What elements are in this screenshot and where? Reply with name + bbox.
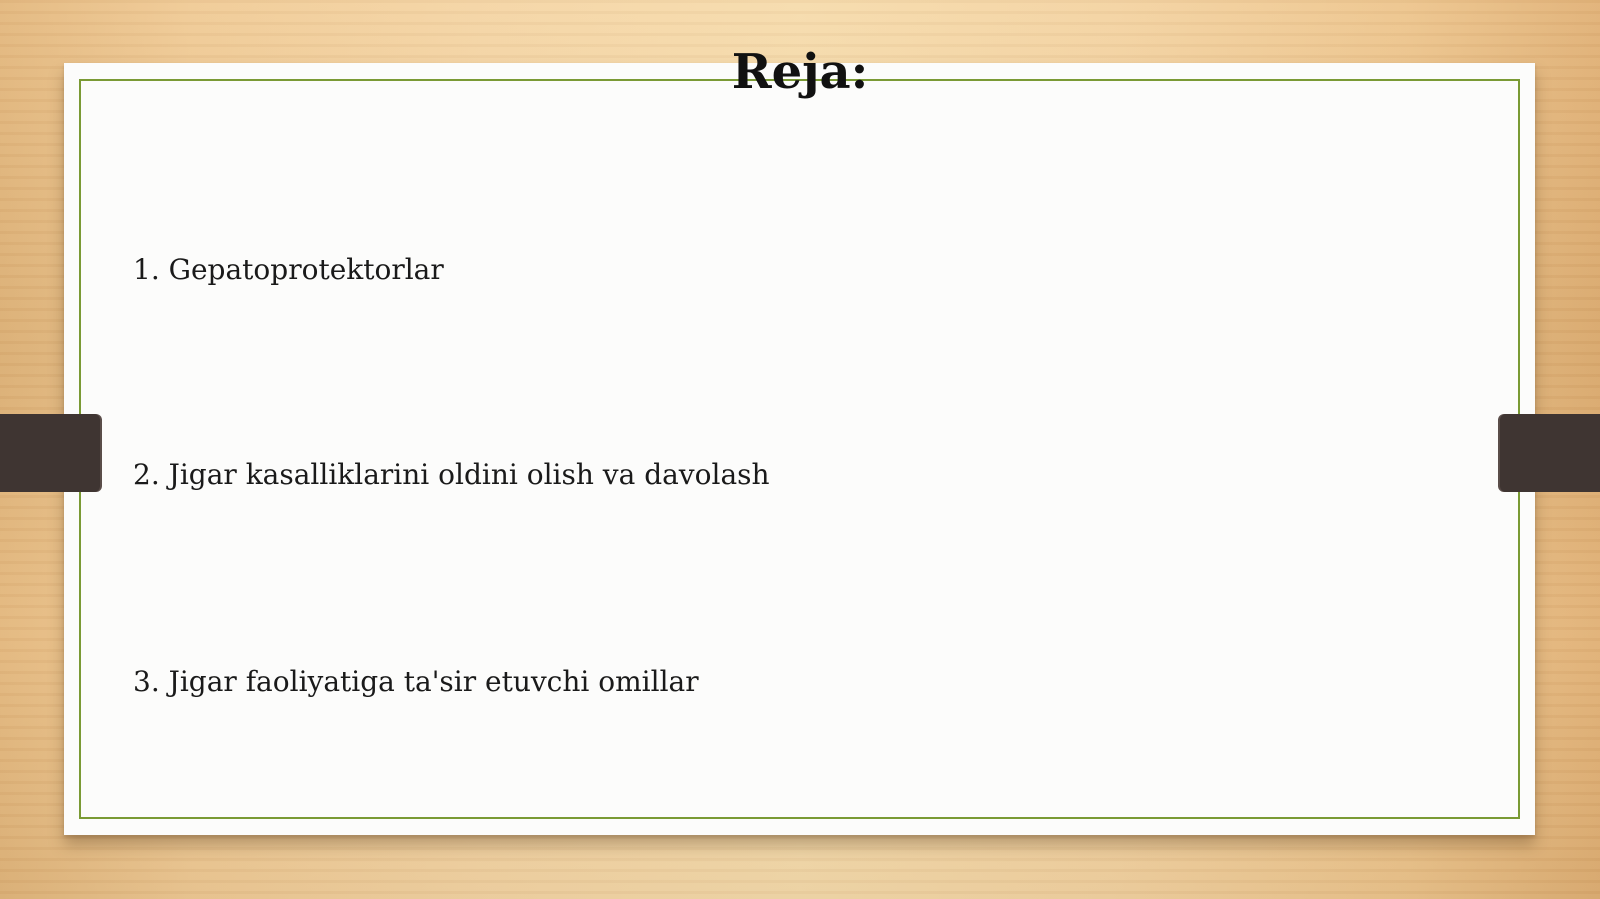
plan-item-3: 3. Jigar faoliyatiga ta'sir etuvchi omillar — [133, 665, 699, 698]
plan-item-2: 2. Jigar kasalliklarini oldini olish va davolash — [133, 458, 770, 491]
slide-card — [64, 63, 1535, 835]
right-binder-clip — [1500, 414, 1600, 492]
plan-item-1: 1. Gepatoprotektorlar — [133, 253, 444, 286]
left-binder-clip — [0, 414, 100, 492]
slide-frame-border — [79, 79, 1520, 819]
slide-title: Reja: — [731, 44, 869, 100]
